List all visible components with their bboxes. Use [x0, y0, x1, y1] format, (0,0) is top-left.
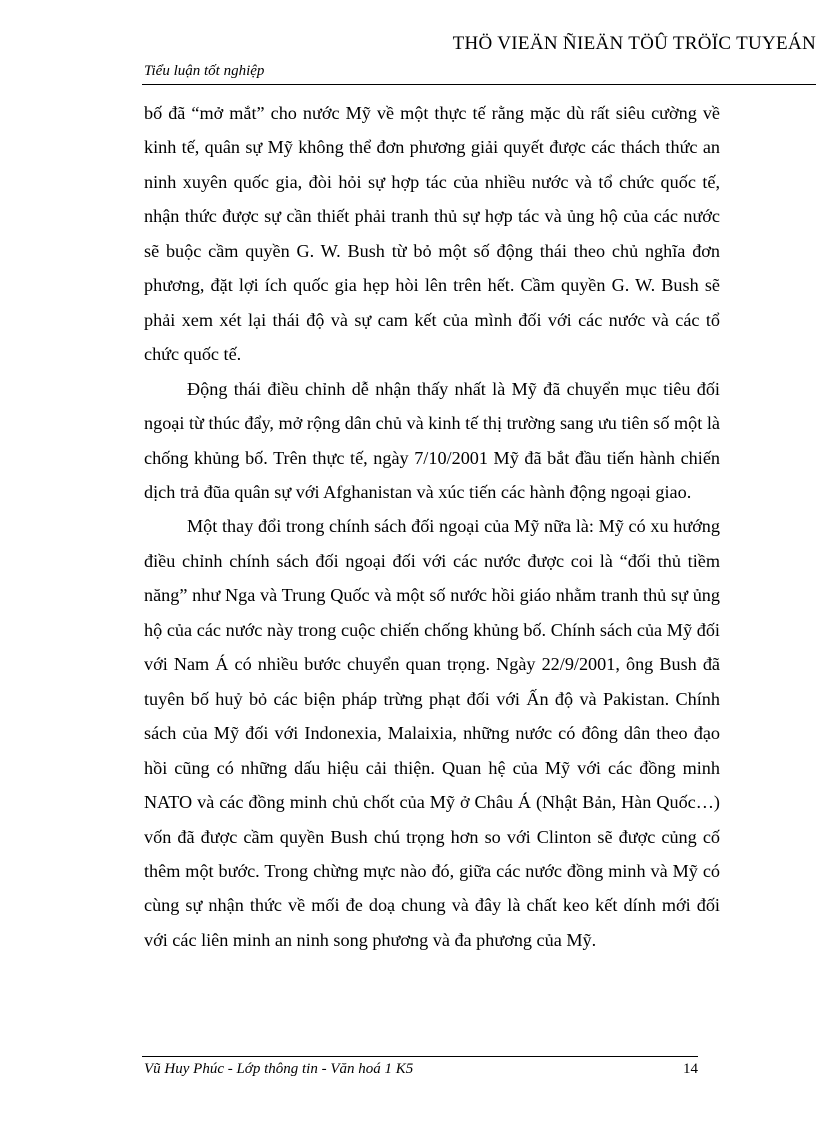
body-paragraph: Một thay đổi trong chính sách đối ngoại của Mỹ nữa là: Mỹ có xu hướng điều chỉnh chính sách đối ngoại đối với các nước được coi là “đối thủ tiềm năng” như Nga và Trung Quốc và một số nước hồi giáo nhằm tranh thủ sự ủng hộ của các nước này trong cuộc chiến chống khủng bố. Chính sách của Mỹ đối với Nam Á có nhiều bước chuyển quan trọng. Ngày 22/9/2001, ông Bush đã tuyên bố huỷ bỏ các biện pháp trừng phạt đối với Ấn độ và Pakistan. Chính sách của Mỹ đối với Indonexia, Malaixia, những nước có đông dân theo đạo hồi cũng có những dấu hiệu cải thiện. Quan hệ của Mỹ với các đồng minh NATO và các đồng minh chủ chốt của Mỹ ở Châu Á (Nhật Bản, Hàn Quốc…) vốn đã được cầm quyền Bush chú trọng hơn so với Clinton sẽ được củng cố thêm một bước. Trong chừng mực nào đó, giữa các nước đồng minh và Mỹ có cùng sự nhận thức về mối đe doạ chung và đây là chất keo kết dính mới đối với các liên minh an ninh song phương và đa phương của Mỹ. — [144, 516, 720, 950]
document-body — [144, 96, 720, 957]
page-number: 14 — [683, 1061, 698, 1077]
header-divider — [142, 84, 816, 85]
running-header: Tiểu luận tốt nghiệp — [144, 63, 265, 79]
body-paragraph: Động thái điều chỉnh dễ nhận thấy nhất là Mỹ đã chuyển mục tiêu đối ngoại từ thúc đẩy, mở rộng dân chủ và kinh tế thị trường sang ưu tiên số một là chống khủng bố. Trên thực tế, ngày 7/10/2001 Mỹ đã bắt đầu tiến hành chiến dịch trả đũa quân sự với Afghanistan và xúc tiến các hành động ngoại giao. — [144, 378, 720, 502]
footer-divider — [142, 1056, 698, 1057]
footer-author-line: Vũ Huy Phúc - Lớp thông tin - Văn hoá 1 K5 — [144, 1061, 414, 1077]
site-banner: THÖ VIEÄN ÑIEÄN TÖÛ TRÖÏC TUYEÁN — [452, 33, 816, 54]
body-paragraph-continuation: bố đã “mở mắt” cho nước Mỹ về một thực tế rằng mặc dù rất siêu cường về kinh tế, quân sự Mỹ không thể đơn phương giải quyết được các thách thức an ninh xuyên quốc gia, đòi hỏi sự hợp tác của nhiều nước và tổ chức quốc tế, nhận thức được sự cần thiết phải tranh thủ sự hợp tác và ủng hộ của các nước sẽ buộc cầm quyền G. W. Bush từ bỏ một số động thái theo chủ nghĩa đơn phương, đặt lợi ích quốc gia hẹp hòi lên trên hết. Cầm quyền G. W. Bush sẽ phải xem xét lại thái độ và sự cam kết của mình đối với các nước và các tổ chức quốc tế. — [144, 103, 720, 365]
